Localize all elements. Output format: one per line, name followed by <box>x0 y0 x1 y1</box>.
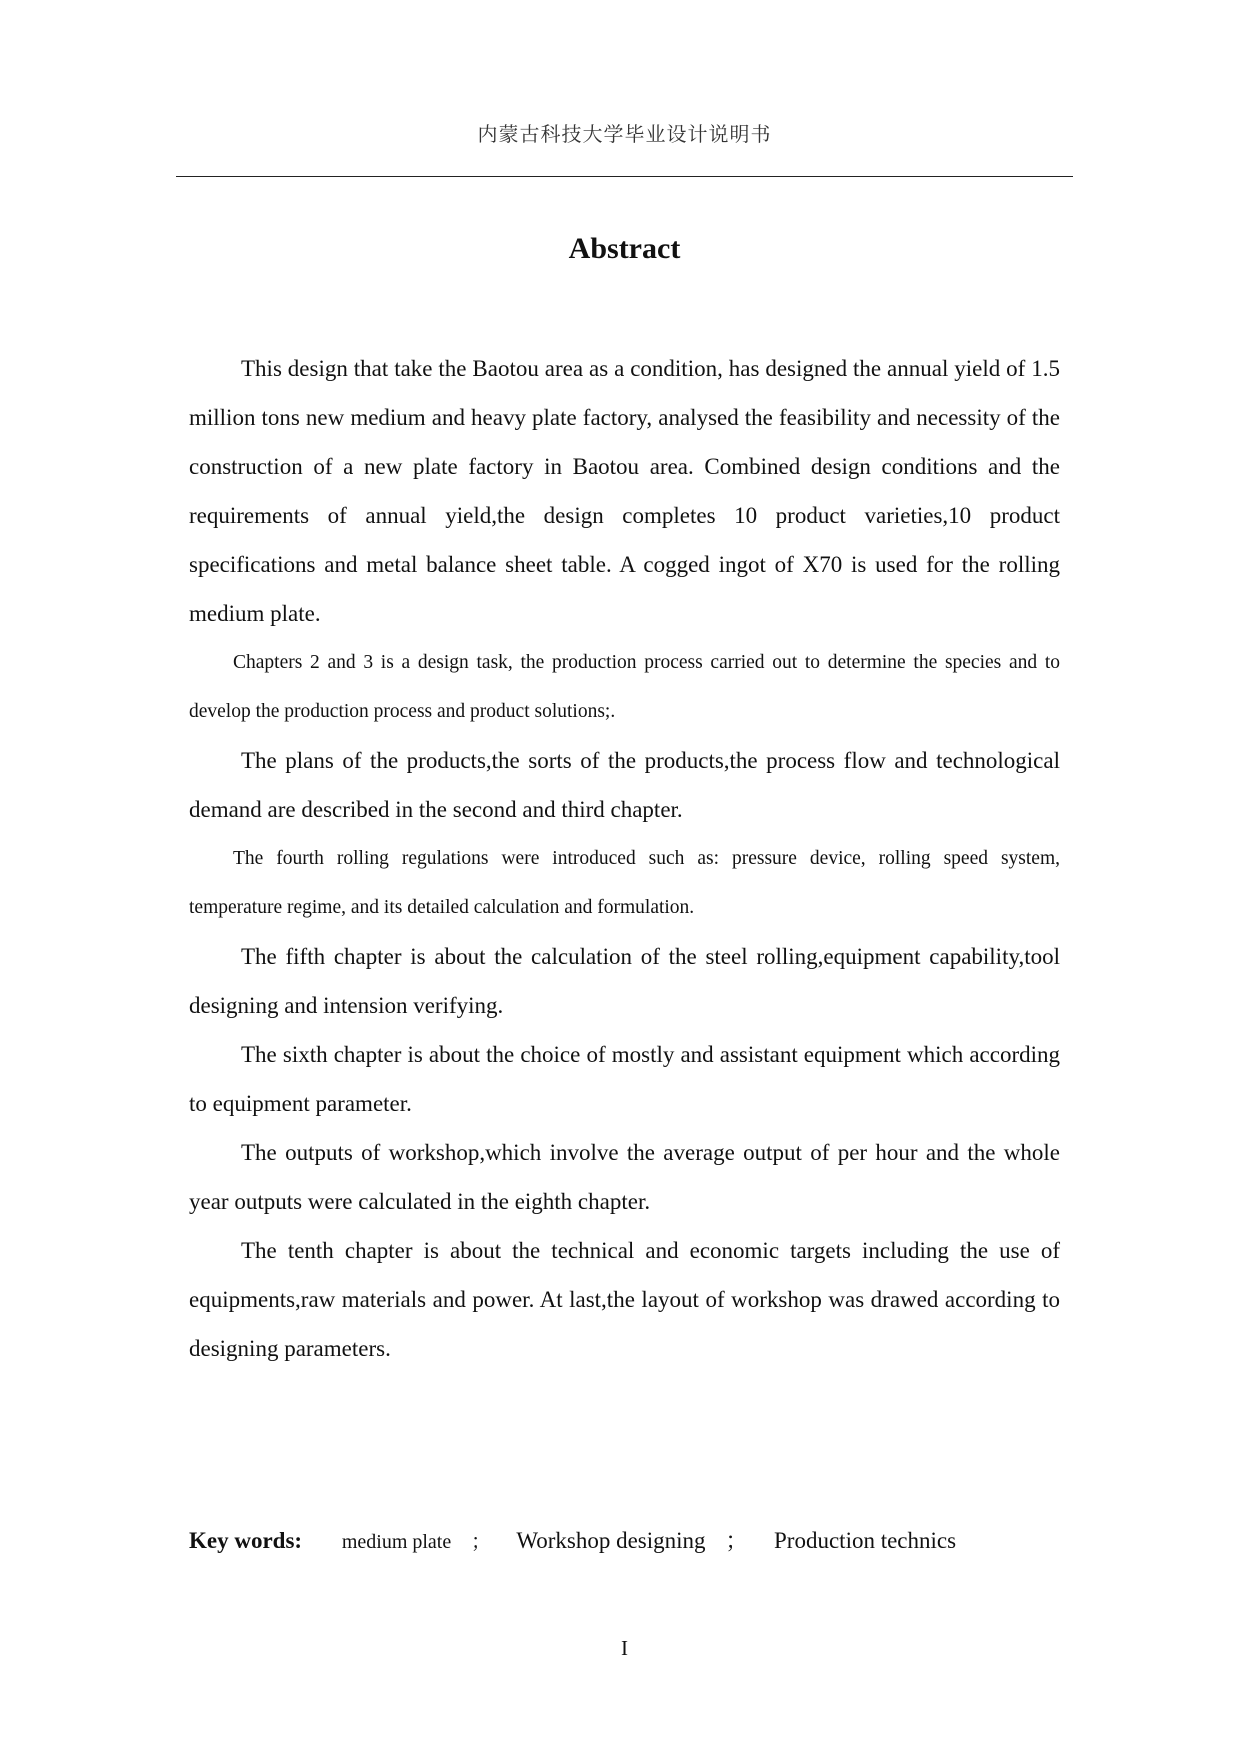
keyword-separator: ； <box>471 1531 491 1553</box>
keyword: medium plate <box>341 1531 452 1553</box>
page-number: I <box>621 1636 628 1660</box>
keywords-label: Key words: <box>189 1528 303 1553</box>
keywords-line <box>189 1522 1089 1555</box>
paragraph: The tenth chapter is about the technical and economic targets including the use of equipments,raw materials and power. At last,the layout of workshop was drawed according to designing parameters. <box>189 1238 1060 1361</box>
paragraph: The fourth rolling regulations were introduced such as: pressure device, rolling speed system, temperature regime, and its detailed calculation and formulation. <box>189 848 1060 918</box>
abstract-title: Abstract <box>568 232 681 265</box>
running-header: 内蒙古科技大学毕业设计说明书 <box>477 122 772 146</box>
paragraph: The sixth chapter is about the choice of mostly and assistant equipment which according to equipment parameter. <box>189 1042 1060 1116</box>
keyword: Workshop designing <box>516 1528 706 1553</box>
paragraph: This design that take the Baotou area as a condition, has designed the annual yield of 1.5 million tons new medium and heavy plate factory, analysed the feasibility and necessity of the construction of a new plate factory in Baotou area. Combined design conditions and the requirements of annual yield,the design completes 10 product varieties,10 product specifications and metal balance sheet table. A cogged ingot of X70 is used for the rolling medium plate. <box>189 356 1060 626</box>
keyword: Production technics <box>774 1528 957 1553</box>
paragraph: The outputs of workshop,which involve the average output of per hour and the whole year outputs were calculated in the eighth chapter. <box>189 1140 1060 1214</box>
paragraph: Chapters 2 and 3 is a design task, the production process carried out to determine the species and to develop the production process and product solutions;. <box>189 652 1060 722</box>
paragraph: The plans of the products,the sorts of the products,the process flow and technological demand are described in the second and third chapter. <box>189 748 1060 822</box>
header-rule <box>176 176 1073 177</box>
keyword-separator: ； <box>725 1528 749 1553</box>
paragraph: The fifth chapter is about the calculation of the steel rolling,equipment capability,tool designing and intension verifying. <box>189 944 1060 1018</box>
abstract-body <box>189 344 1060 1373</box>
